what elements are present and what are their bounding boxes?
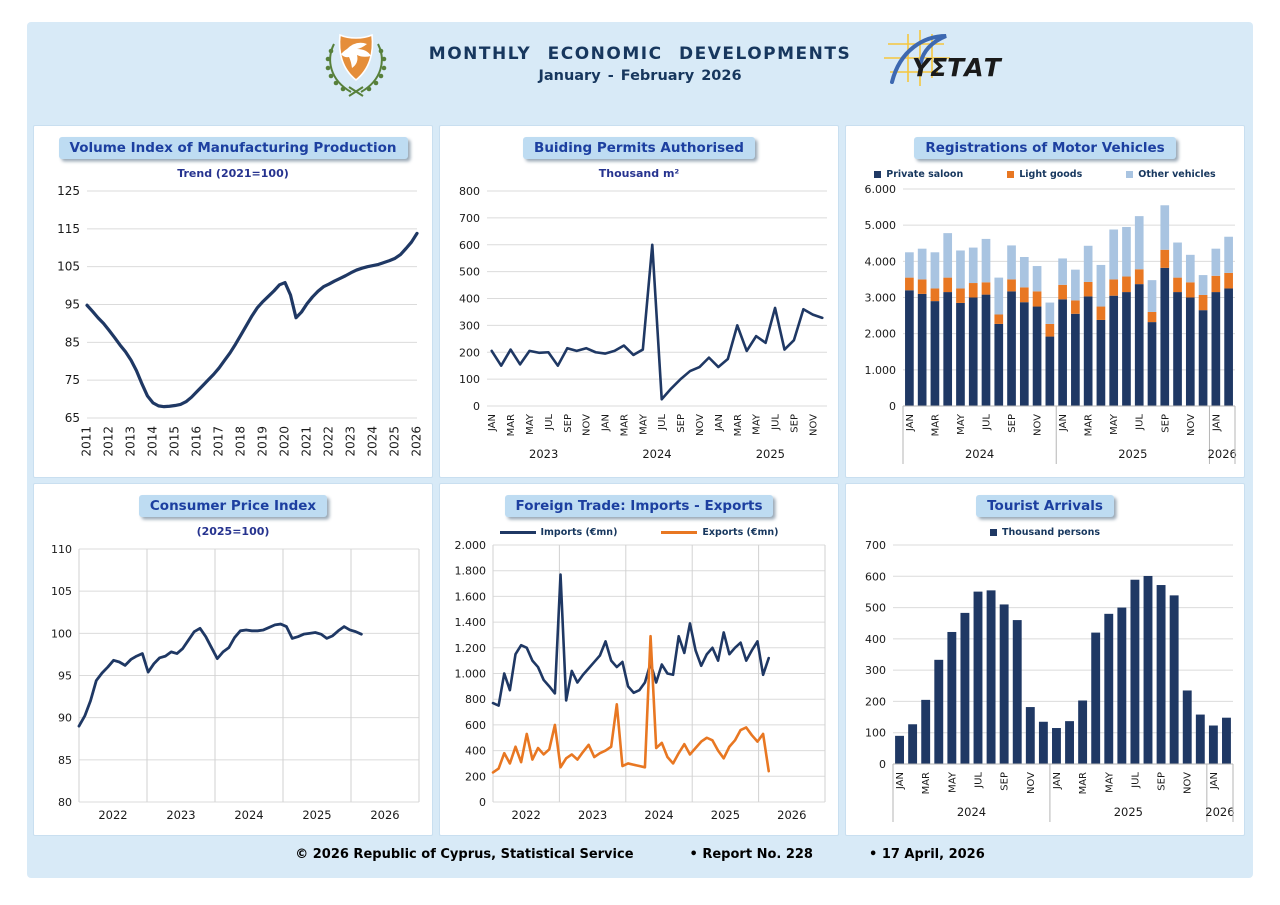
svg-text:2024: 2024 bbox=[964, 447, 995, 461]
svg-text:NOV: NOV bbox=[808, 414, 820, 437]
svg-text:2023: 2023 bbox=[343, 426, 358, 457]
svg-text:300: 300 bbox=[459, 319, 480, 333]
svg-text:2.000: 2.000 bbox=[864, 327, 896, 341]
vehicle-registrations-chart bbox=[847, 183, 1243, 468]
svg-text:MAR: MAR bbox=[921, 772, 933, 795]
svg-text:MAR: MAR bbox=[1083, 414, 1095, 437]
chart-title: Foreign Trade: Imports - Exports bbox=[505, 495, 774, 517]
svg-text:JAN: JAN bbox=[895, 772, 907, 790]
svg-text:NOV: NOV bbox=[581, 414, 593, 437]
svg-text:JUL: JUL bbox=[981, 414, 993, 430]
svg-text:200: 200 bbox=[465, 770, 486, 784]
series bbox=[492, 245, 823, 400]
svg-text:NOV: NOV bbox=[1185, 414, 1197, 437]
gridlines bbox=[893, 545, 1233, 764]
chart-title: Buiding Permits Authorised bbox=[523, 137, 755, 159]
svg-text:MAY: MAY bbox=[1109, 414, 1121, 435]
svg-text:500: 500 bbox=[865, 601, 886, 615]
svg-text:0: 0 bbox=[889, 400, 896, 413]
svg-text:2016: 2016 bbox=[189, 426, 204, 457]
svg-text:2025: 2025 bbox=[710, 808, 741, 822]
svg-text:SEP: SEP bbox=[1007, 414, 1019, 433]
svg-text:600: 600 bbox=[465, 718, 486, 732]
svg-text:95: 95 bbox=[64, 297, 80, 312]
svg-text:SEP: SEP bbox=[789, 414, 801, 433]
svg-text:SEP: SEP bbox=[562, 414, 574, 433]
svg-text:75: 75 bbox=[64, 373, 80, 388]
svg-text:3.000: 3.000 bbox=[864, 291, 896, 305]
svg-text:100: 100 bbox=[865, 726, 886, 740]
svg-text:1.000: 1.000 bbox=[864, 363, 896, 377]
svg-text:1.200: 1.200 bbox=[454, 641, 486, 655]
svg-text:JAN: JAN bbox=[487, 414, 499, 432]
svg-text:85: 85 bbox=[58, 753, 72, 767]
legend-item bbox=[1126, 169, 1215, 180]
manufacturing-trend-chart bbox=[35, 183, 431, 468]
svg-text:2025: 2025 bbox=[302, 808, 332, 822]
svg-text:JAN: JAN bbox=[1211, 414, 1223, 432]
tourist-arrivals-chart bbox=[847, 541, 1243, 826]
svg-text:400: 400 bbox=[865, 632, 886, 646]
svg-text:5.000: 5.000 bbox=[864, 219, 896, 233]
svg-text:JUL: JUL bbox=[543, 414, 555, 430]
svg-text:2024: 2024 bbox=[234, 808, 264, 822]
svg-text:85: 85 bbox=[64, 335, 80, 350]
svg-text:MAY: MAY bbox=[1104, 772, 1116, 793]
svg-text:0: 0 bbox=[473, 400, 480, 413]
svg-text:2026: 2026 bbox=[370, 808, 400, 822]
svg-text:2022: 2022 bbox=[511, 808, 541, 822]
legend-label: Exports (€mn) bbox=[702, 527, 779, 538]
svg-text:MAY: MAY bbox=[751, 414, 763, 435]
imports-line-swatch bbox=[500, 531, 536, 534]
chart-title: Registrations of Motor Vehicles bbox=[914, 137, 1175, 159]
svg-text:JUL: JUL bbox=[973, 772, 985, 788]
svg-text:2012: 2012 bbox=[101, 426, 116, 457]
svg-text:JUL: JUL bbox=[1134, 414, 1146, 430]
footer bbox=[0, 847, 1280, 862]
svg-text:2011: 2011 bbox=[79, 426, 94, 457]
svg-text:2024: 2024 bbox=[644, 808, 674, 822]
svg-text:2026: 2026 bbox=[1205, 805, 1235, 819]
consumer-price-index-card bbox=[33, 483, 433, 836]
svg-text:700: 700 bbox=[459, 211, 480, 225]
svg-text:JUL: JUL bbox=[657, 414, 669, 430]
chart-subtitle: Trend (2021=100) bbox=[177, 167, 289, 180]
foreign-trade-chart bbox=[441, 541, 837, 826]
cystat-logo-text: ΥΣΤΑΤ bbox=[912, 53, 1001, 82]
svg-text:2022: 2022 bbox=[98, 808, 128, 822]
svg-text:MAR: MAR bbox=[930, 414, 942, 437]
gridlines bbox=[903, 189, 1235, 406]
svg-text:NOV: NOV bbox=[1032, 414, 1044, 437]
svg-text:0: 0 bbox=[479, 796, 486, 809]
svg-text:2023: 2023 bbox=[166, 808, 196, 822]
svg-text:1.800: 1.800 bbox=[454, 564, 486, 578]
svg-text:MAY: MAY bbox=[638, 414, 650, 435]
svg-text:2024: 2024 bbox=[365, 426, 380, 457]
cyprus-coat-of-arms-logo bbox=[318, 28, 394, 106]
chart-subtitle: Thousand m² bbox=[598, 167, 680, 180]
gridlines bbox=[487, 191, 827, 406]
svg-text:NOV: NOV bbox=[1025, 772, 1037, 795]
svg-text:2015: 2015 bbox=[167, 426, 182, 457]
svg-text:2025: 2025 bbox=[387, 426, 402, 457]
svg-text:1.600: 1.600 bbox=[454, 590, 486, 604]
legend-label: Thousand persons bbox=[1002, 527, 1100, 538]
vehicle-registrations-card bbox=[845, 125, 1245, 478]
svg-text:NOV: NOV bbox=[1182, 772, 1194, 795]
svg-text:2.000: 2.000 bbox=[454, 541, 486, 552]
chart-subtitle: (2025=100) bbox=[196, 525, 270, 538]
svg-text:2025: 2025 bbox=[1113, 805, 1144, 819]
chart-title: Volume Index of Manufacturing Production bbox=[59, 137, 408, 159]
legend-item bbox=[1007, 169, 1082, 180]
report-period: January - February 2026 bbox=[538, 68, 742, 84]
svg-text:2024: 2024 bbox=[642, 447, 672, 461]
svg-text:2026: 2026 bbox=[409, 426, 424, 457]
svg-text:600: 600 bbox=[459, 238, 480, 252]
series bbox=[905, 205, 1233, 406]
svg-text:115: 115 bbox=[57, 221, 80, 236]
svg-text:4.000: 4.000 bbox=[864, 255, 896, 269]
legend-label: Imports (€mn) bbox=[540, 527, 618, 538]
svg-text:MAR: MAR bbox=[506, 414, 518, 437]
footer-copyright: © 2026 Republic of Cyprus, Statistical Service bbox=[295, 847, 634, 862]
svg-text:2026: 2026 bbox=[777, 808, 807, 822]
svg-text:105: 105 bbox=[57, 259, 80, 274]
svg-text:125: 125 bbox=[57, 184, 80, 198]
legend-label: Private saloon bbox=[886, 169, 964, 180]
legend-item bbox=[661, 527, 778, 538]
legend-item bbox=[500, 527, 618, 538]
svg-text:JAN: JAN bbox=[1208, 772, 1220, 790]
svg-text:JAN: JAN bbox=[1058, 414, 1070, 432]
svg-text:JAN: JAN bbox=[600, 414, 612, 432]
svg-text:JUL: JUL bbox=[1130, 772, 1142, 788]
svg-text:SEP: SEP bbox=[999, 772, 1011, 791]
svg-text:500: 500 bbox=[459, 265, 480, 279]
svg-text:300: 300 bbox=[865, 664, 886, 678]
svg-text:JAN: JAN bbox=[713, 414, 725, 432]
svg-text:0: 0 bbox=[879, 758, 886, 771]
svg-text:2019: 2019 bbox=[255, 426, 270, 457]
private-saloon-swatch bbox=[874, 171, 881, 178]
tourist-legend bbox=[846, 526, 1244, 539]
svg-text:JUL: JUL bbox=[770, 414, 782, 430]
svg-text:105: 105 bbox=[51, 585, 72, 599]
svg-text:2018: 2018 bbox=[233, 426, 248, 457]
svg-text:600: 600 bbox=[865, 570, 886, 584]
footer-date: • 17 April, 2026 bbox=[868, 847, 985, 862]
svg-text:6.000: 6.000 bbox=[864, 183, 896, 196]
tourist-arrivals-card bbox=[845, 483, 1245, 836]
svg-text:JAN: JAN bbox=[1051, 772, 1063, 790]
svg-text:MAR: MAR bbox=[619, 414, 631, 437]
svg-text:SEP: SEP bbox=[676, 414, 688, 433]
gridlines bbox=[87, 191, 417, 418]
svg-text:2025: 2025 bbox=[755, 447, 785, 461]
gridlines bbox=[79, 549, 419, 802]
thousand-persons-swatch bbox=[990, 529, 997, 536]
svg-text:2020: 2020 bbox=[277, 426, 292, 457]
svg-text:2021: 2021 bbox=[299, 426, 314, 457]
building-permits-chart bbox=[441, 183, 837, 468]
svg-text:1.400: 1.400 bbox=[454, 616, 486, 630]
legend-label: Light goods bbox=[1019, 169, 1083, 180]
svg-text:2017: 2017 bbox=[211, 426, 226, 457]
chart-title: Consumer Price Index bbox=[139, 495, 327, 517]
svg-text:SEP: SEP bbox=[1160, 414, 1172, 433]
svg-text:1.000: 1.000 bbox=[454, 667, 486, 681]
light-goods-swatch bbox=[1007, 171, 1014, 178]
exports-line-swatch bbox=[661, 531, 697, 534]
footer-report-no: • Report No. 228 bbox=[689, 847, 813, 862]
vehicle-legend bbox=[846, 168, 1244, 181]
svg-text:90: 90 bbox=[58, 711, 72, 725]
svg-text:800: 800 bbox=[459, 185, 480, 198]
legend-label: Other vehicles bbox=[1138, 169, 1216, 180]
svg-text:2014: 2014 bbox=[145, 426, 160, 457]
building-permits-card bbox=[439, 125, 839, 478]
svg-text:80: 80 bbox=[58, 796, 72, 809]
foreign-trade-card bbox=[439, 483, 839, 836]
svg-text:200: 200 bbox=[459, 346, 480, 360]
svg-text:2023: 2023 bbox=[529, 447, 559, 461]
manufacturing-production-card bbox=[33, 125, 433, 478]
svg-text:400: 400 bbox=[465, 744, 486, 758]
svg-text:2013: 2013 bbox=[123, 426, 138, 457]
svg-text:SEP: SEP bbox=[1156, 772, 1168, 791]
legend-item bbox=[990, 527, 1100, 538]
svg-text:200: 200 bbox=[865, 695, 886, 709]
cpi-chart bbox=[35, 541, 431, 826]
svg-text:2026: 2026 bbox=[1207, 447, 1237, 461]
svg-text:400: 400 bbox=[459, 292, 480, 306]
svg-text:2022: 2022 bbox=[321, 426, 336, 457]
svg-text:65: 65 bbox=[64, 411, 80, 425]
svg-text:JAN: JAN bbox=[904, 414, 916, 432]
svg-text:2023: 2023 bbox=[577, 808, 608, 822]
svg-text:MAR: MAR bbox=[1078, 772, 1090, 795]
report-title: MONTHLY ECONOMIC DEVELOPMENTS bbox=[428, 44, 852, 64]
svg-text:NOV: NOV bbox=[695, 414, 706, 437]
svg-text:MAY: MAY bbox=[955, 414, 967, 435]
svg-text:100: 100 bbox=[459, 373, 480, 387]
svg-text:MAR: MAR bbox=[732, 414, 744, 437]
svg-text:95: 95 bbox=[58, 669, 72, 683]
svg-text:110: 110 bbox=[51, 543, 72, 556]
chart-title: Tourist Arrivals bbox=[976, 495, 1114, 517]
svg-text:MAY: MAY bbox=[947, 772, 959, 793]
svg-text:100: 100 bbox=[51, 627, 72, 641]
svg-text:800: 800 bbox=[465, 693, 486, 707]
legend-item bbox=[874, 169, 963, 180]
svg-text:700: 700 bbox=[865, 541, 886, 552]
other-vehicles-swatch bbox=[1126, 171, 1133, 178]
svg-text:2024: 2024 bbox=[956, 805, 987, 819]
svg-text:MAY: MAY bbox=[525, 414, 536, 435]
cystat-logo bbox=[878, 28, 1010, 90]
trade-legend bbox=[440, 526, 838, 539]
svg-text:2025: 2025 bbox=[1118, 447, 1148, 461]
